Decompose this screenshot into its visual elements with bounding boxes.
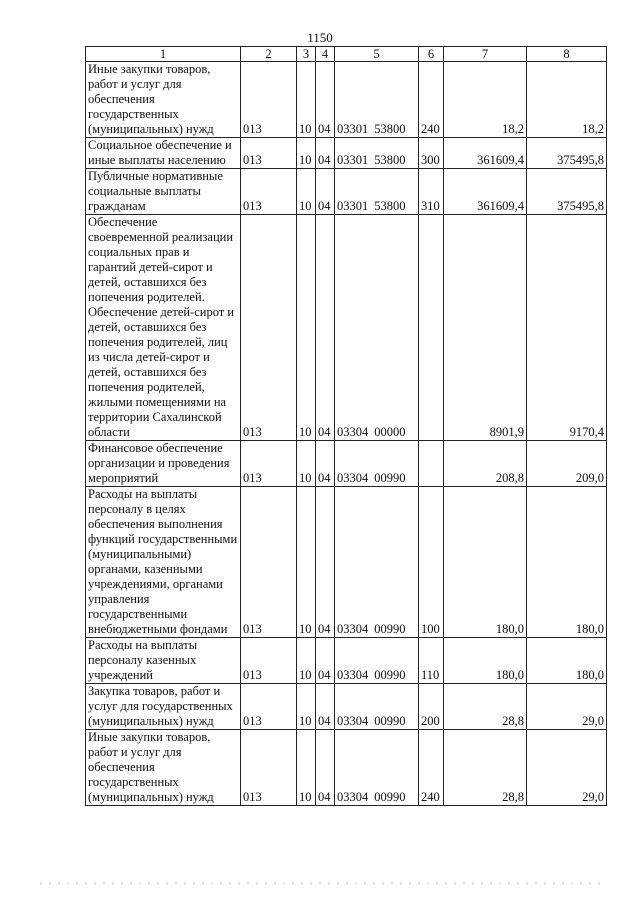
ministry-code: 013	[241, 62, 297, 138]
subsection-code: 04	[316, 169, 335, 215]
amount-year-1: 208,8	[444, 441, 527, 487]
table-row	[86, 730, 607, 806]
table-row	[86, 487, 607, 638]
target-article-code	[335, 441, 419, 487]
ministry-code: 013	[241, 215, 297, 441]
row-name: Иные закупки товаров, работ и услуг для обеспечения государственных (муниципальных) нужд	[86, 62, 241, 138]
amount-year-2: 29,0	[527, 730, 607, 806]
direction-code: 00990	[374, 622, 406, 636]
section-code: 10	[297, 441, 316, 487]
target-article-code	[335, 62, 419, 138]
program-code: 03301	[337, 122, 369, 136]
row-name: Иные закупки товаров, работ и услуг для обеспечения государственных (муниципальных) нужд	[86, 730, 241, 806]
target-article-code	[335, 730, 419, 806]
amount-year-2: 180,0	[527, 487, 607, 638]
section-code: 10	[297, 487, 316, 638]
expense-type-code: 310	[419, 169, 444, 215]
ministry-code: 013	[241, 684, 297, 730]
target-article-code	[335, 169, 419, 215]
subsection-code: 04	[316, 138, 335, 169]
table-row	[86, 215, 607, 441]
column-header: 2	[241, 47, 297, 62]
amount-year-1: 18,2	[444, 62, 527, 138]
row-name: Закупка товаров, работ и услуг для государственных (муниципальных) нужд	[86, 684, 241, 730]
amount-year-1: 28,8	[444, 684, 527, 730]
subsection-code: 04	[316, 62, 335, 138]
direction-code: 00990	[374, 471, 406, 485]
header-row	[86, 47, 607, 62]
subsection-code: 04	[316, 441, 335, 487]
direction-code: 00990	[374, 790, 406, 804]
ministry-code: 013	[241, 169, 297, 215]
direction-code: 53800	[374, 153, 406, 167]
amount-year-2: 29,0	[527, 684, 607, 730]
expense-type-code: 240	[419, 730, 444, 806]
program-code: 03304	[337, 668, 369, 682]
amount-year-1: 8901,9	[444, 215, 527, 441]
section-code: 10	[297, 730, 316, 806]
program-code: 03304	[337, 714, 369, 728]
section-code: 10	[297, 169, 316, 215]
target-article-code	[335, 684, 419, 730]
section-code: 10	[297, 638, 316, 684]
amount-year-2: 18,2	[527, 62, 607, 138]
amount-year-1: 180,0	[444, 487, 527, 638]
direction-code: 00000	[374, 425, 406, 439]
row-name: Расходы на выплаты персоналу в целях обеспечения выполнения функций государственными (муниципальными) органами, казенными учреждениями, органами управления государственными внебюджетными фондами	[86, 487, 241, 638]
subsection-code: 04	[316, 730, 335, 806]
target-article-code	[335, 487, 419, 638]
subsection-code: 04	[316, 684, 335, 730]
scan-noise	[40, 882, 600, 885]
ministry-code: 013	[241, 730, 297, 806]
program-code: 03304	[337, 425, 369, 439]
page-number: 1150	[307, 30, 333, 45]
row-name: Финансовое обеспечение организации и проведения мероприятий	[86, 441, 241, 487]
table-row	[86, 638, 607, 684]
amount-year-1: 361609,4	[444, 138, 527, 169]
column-header: 4	[316, 47, 335, 62]
column-header: 7	[444, 47, 527, 62]
amount-year-1: 28,8	[444, 730, 527, 806]
expense-type-code: 100	[419, 487, 444, 638]
column-header: 1	[86, 47, 241, 62]
amount-year-2: 209,0	[527, 441, 607, 487]
table-row	[86, 62, 607, 138]
section-code: 10	[297, 684, 316, 730]
expense-type-code	[419, 215, 444, 441]
ministry-code: 013	[241, 441, 297, 487]
direction-code: 53800	[374, 199, 406, 213]
target-article-code	[335, 215, 419, 441]
expense-type-code: 110	[419, 638, 444, 684]
direction-code: 00990	[374, 668, 406, 682]
section-code: 10	[297, 138, 316, 169]
row-name: Социальное обеспечение и иные выплаты населению	[86, 138, 241, 169]
table-row	[86, 684, 607, 730]
ministry-code: 013	[241, 638, 297, 684]
ministry-code: 013	[241, 138, 297, 169]
program-code: 03304	[337, 622, 369, 636]
subsection-code: 04	[316, 638, 335, 684]
row-name: Публичные нормативные социальные выплаты гражданам	[86, 169, 241, 215]
section-code: 10	[297, 215, 316, 441]
target-article-code	[335, 638, 419, 684]
amount-year-2: 375495,8	[527, 138, 607, 169]
amount-year-2: 9170,4	[527, 215, 607, 441]
table-row	[86, 441, 607, 487]
amount-year-2: 180,0	[527, 638, 607, 684]
amount-year-2: 375495,8	[527, 169, 607, 215]
amount-year-1: 180,0	[444, 638, 527, 684]
column-header: 3	[297, 47, 316, 62]
direction-code: 00990	[374, 714, 406, 728]
expense-type-code: 240	[419, 62, 444, 138]
target-article-code	[335, 138, 419, 169]
program-code: 03301	[337, 153, 369, 167]
program-code: 03301	[337, 199, 369, 213]
row-name: Расходы на выплаты персоналу казенных учреждений	[86, 638, 241, 684]
section-code: 10	[297, 62, 316, 138]
subsection-code: 04	[316, 215, 335, 441]
table-row	[86, 169, 607, 215]
expense-type-code: 200	[419, 684, 444, 730]
direction-code: 53800	[374, 122, 406, 136]
ministry-code: 013	[241, 487, 297, 638]
column-header: 6	[419, 47, 444, 62]
column-header: 8	[527, 47, 607, 62]
column-header: 5	[335, 47, 419, 62]
row-name: Обеспечение своевременной реализации социальных прав и гарантий детей-сирот и детей, оставшихся без попечения родителей. Обеспечение детей-сирот и детей, оставшихся без попечения родителей, лиц из числа детей-сирот и детей, оставшихся без попечения родителей, жилыми помещениями на территории Сахалинской области	[86, 215, 241, 441]
program-code: 03304	[337, 471, 369, 485]
subsection-code: 04	[316, 487, 335, 638]
budget-table	[85, 46, 607, 806]
table-row	[86, 138, 607, 169]
amount-year-1: 361609,4	[444, 169, 527, 215]
expense-type-code: 300	[419, 138, 444, 169]
expense-type-code	[419, 441, 444, 487]
program-code: 03304	[337, 790, 369, 804]
